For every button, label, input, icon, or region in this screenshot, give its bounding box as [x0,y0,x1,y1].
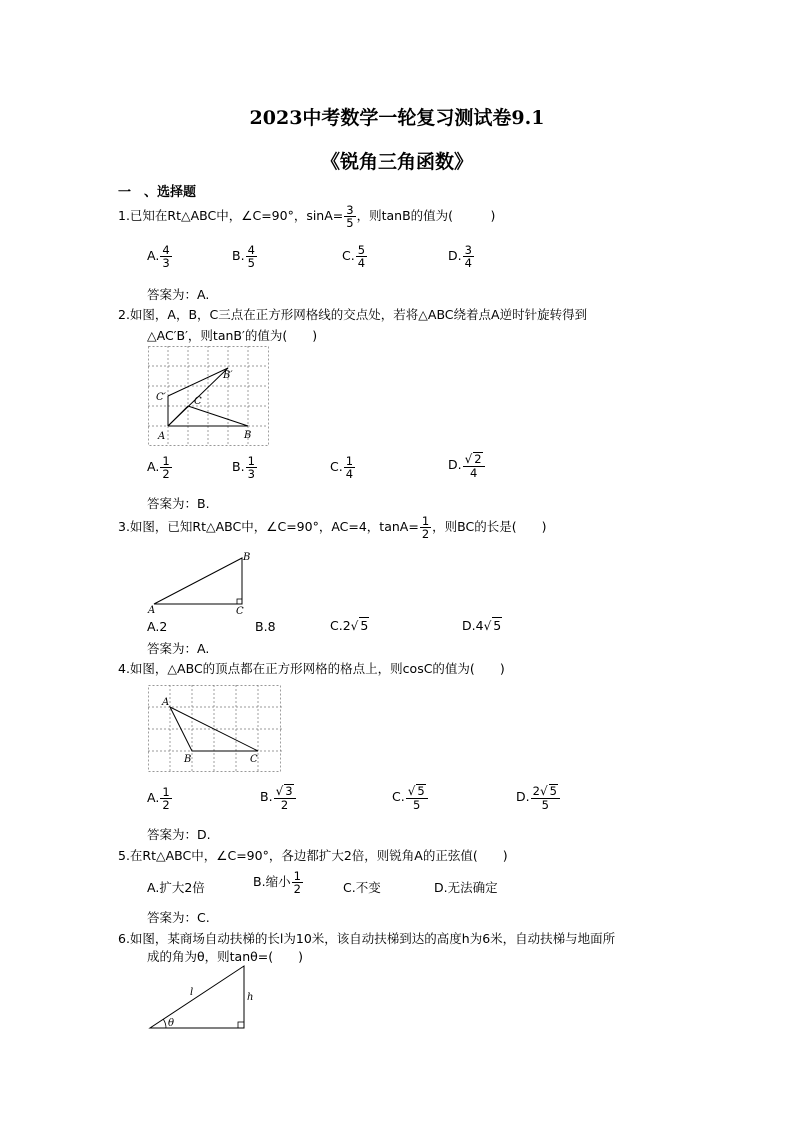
q2-grid-figure [148,346,270,446]
q1-text-b: ，则tanB的值为( ) [356,208,496,224]
page-title: 2023中考数学一轮复习测试卷9.1 [249,107,545,129]
q3-triangle-figure [148,552,258,617]
q1-option-c: C. $\frac{5}{4}$ [342,243,366,271]
q3-option-b: B.8 [255,619,276,634]
q1-answer: 答案为：A. [147,287,210,302]
q1-option-a: A. $\frac{4}{3}$ [147,243,170,271]
q1-option-b: B. $\frac{4}{5}$ [232,243,255,271]
q2-label-c: C [194,396,202,407]
q1-text-a: 1.已知在Rt△ABC中，∠C=90°，sinA= [118,208,344,224]
question-4: 4.如图，△ABC的顶点都在正方形网格的格点上，则cosC的值为( ) [118,661,505,676]
section-heading: 一 、选择题 [118,185,197,200]
q6-label-h: h [247,992,254,1003]
q2-label-b: B [244,430,252,441]
question-6-line1: 6.如图，某商场自动扶梯的长l为10米，该自动扶梯到达的高度h为6米，自动扶梯与地面所 [118,931,616,946]
q2-option-b: B. $\frac{1}{3}$ [232,454,255,482]
q4-label-c: C [250,754,258,765]
q6-label-l: l [190,987,194,998]
question-3: 3.如图，已知Rt△ABC中，∠C=90°，AC=4，tanA= $\frac{1}{2}$ ，则BC的长是( ) [118,514,547,542]
q5-option-a: A.扩大2倍 [147,880,205,895]
q3-label-a: A [148,605,156,616]
q4-label-b: B [184,754,192,765]
q2-segment-cb [188,406,248,426]
q5-answer: 答案为：C. [147,910,210,925]
q3-label-c: C [236,606,244,617]
q5-option-b: B.缩小 $\frac{1}{2}$ [253,869,301,897]
q6-escalator-figure [148,962,258,1032]
q4-answer: 答案为：D. [147,827,211,842]
q3-option-a: A.2 [147,619,168,634]
q4-option-d: D. $\frac{2√ 5}{5}$ [516,784,561,811]
q2-label-bp: B′ [223,370,233,381]
q2-answer: 答案为：B. [147,496,210,511]
q3-label-b: B [243,552,251,563]
q3-option-d: D.4√ 5 [462,618,502,633]
q5-option-d: D.无法确定 [434,880,498,895]
q3-fraction: $\frac{1}{2}$ [421,514,430,542]
question-1 [118,204,495,229]
q3-answer: 答案为：A. [147,641,210,656]
q4-grid-figure [148,685,282,773]
q2-label-a: A [158,431,166,442]
q5-option-c: C.不变 [343,880,381,895]
q4-option-b: B. $\frac{√ 3}{2}$ [260,784,297,811]
q4-option-a: A. $\frac{1}{2}$ [147,785,170,813]
q2-label-cp: C′ [156,392,166,403]
question-2-line1: 2.如图，A，B，C三点在正方形网格线的交点处，若将△ABC绕着点A逆时针旋转得到 [118,307,588,322]
q2-option-c: C. $\frac{1}{4}$ [330,454,354,482]
question-2-line2: △AC′B′，则tanB′的值为( ) [147,328,318,343]
q1-option-d: D. $\frac{3}{4}$ [448,243,472,271]
q3-option-c: C.2√ 5 [330,618,369,633]
q2-option-a: A. $\frac{1}{2}$ [147,454,170,482]
question-6-line2: 成的角为θ，则tanθ=( ) [147,949,304,964]
q2-segment-cpbp [168,368,228,396]
question-5: 5.在Rt△ABC中，∠C=90°，各边都扩大2倍，则锐角A的正弦值( ) [118,848,508,863]
page-subtitle: 《锐角三角函数》 [320,151,473,173]
q1-fraction: $\frac{3}{5}$ [346,203,354,231]
q6-label-theta: θ [168,1018,175,1029]
q4-label-a: A [162,697,170,708]
q4-option-c: C. $\frac{√ 5}{5}$ [392,784,429,811]
q2-option-d: D. $\frac{√ 2}{4}$ [448,452,486,479]
